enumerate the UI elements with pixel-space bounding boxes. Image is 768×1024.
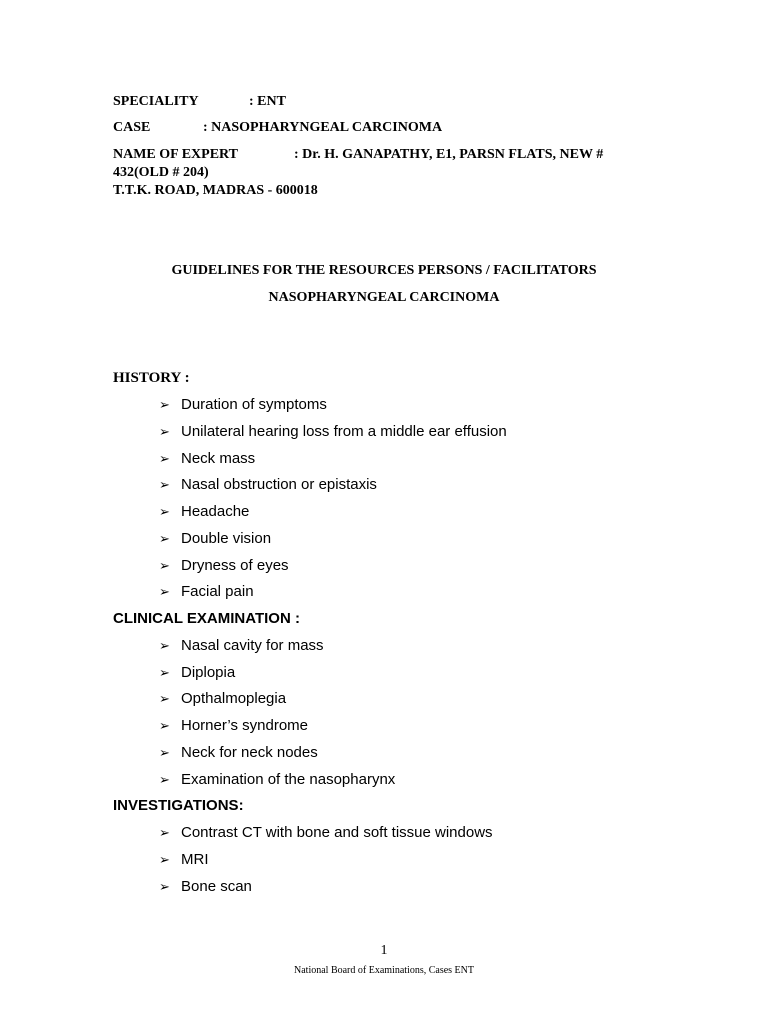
arrow-bullet-icon: ➢ [159,504,170,519]
list-item [159,717,308,734]
list-item-text: Contrast CT with bone and soft tissue windows [181,824,493,841]
list-item-text: Neck for neck nodes [181,744,318,761]
list-item [159,503,249,520]
list-item [159,476,377,493]
expert-address-line3: T.T.K. ROAD, MADRAS - 600018 [113,183,318,198]
arrow-bullet-icon: ➢ [159,558,170,573]
list-item [159,396,327,413]
list-item [159,690,286,707]
list-item [159,557,289,574]
clinical-examination-heading: CLINICAL EXAMINATION : [113,610,300,627]
document-title: GUIDELINES FOR THE RESOURCES PERSONS / FACILITATORS [171,263,597,278]
arrow-bullet-icon: ➢ [159,745,170,760]
arrow-bullet-icon: ➢ [159,451,170,466]
list-item-text: Double vision [181,530,272,547]
history-heading: HISTORY : [113,370,190,386]
arrow-bullet-icon: ➢ [159,531,170,546]
list-item [159,450,255,467]
list-item-text: Facial pain [181,583,254,600]
investigations-heading: INVESTIGATIONS: [113,797,244,814]
list-item-text: Examination of the nasopharynx [181,771,396,788]
list-item-text: Dryness of eyes [181,557,289,574]
list-item-text: MRI [181,851,209,868]
list-item [159,851,209,868]
arrow-bullet-icon: ➢ [159,879,170,894]
list-item-text: Bone scan [181,878,252,895]
list-item [159,744,318,761]
list-item [159,423,507,440]
list-item [159,664,235,681]
list-item-text: Nasal cavity for mass [181,637,324,654]
list-item [159,771,395,788]
list-item-text: Nasal obstruction or epistaxis [181,476,377,493]
expert-label: NAME OF EXPERT [113,147,238,162]
case-label: CASE [113,120,151,135]
list-item-text: Unilateral hearing loss from a middle ear effusion [181,423,507,440]
arrow-bullet-icon: ➢ [159,691,170,706]
arrow-bullet-icon: ➢ [159,397,170,412]
list-item [159,878,252,895]
speciality-label: SPECIALITY [113,94,199,109]
list-item-text: Opthalmoplegia [181,690,287,707]
list-item [159,824,493,841]
arrow-bullet-icon: ➢ [159,718,170,733]
list-item-text: Diplopia [181,664,236,681]
document-subtitle: NASOPHARYNGEAL CARCINOMA [268,290,500,305]
arrow-bullet-icon: ➢ [159,852,170,867]
speciality-value: : ENT [249,94,286,109]
list-item [159,583,254,600]
expert-value: : Dr. H. GANAPATHY, E1, PARSN FLATS, NEW # [294,147,604,162]
list-item-text: Horner’s syndrome [181,717,308,734]
arrow-bullet-icon: ➢ [159,665,170,680]
case-value: : NASOPHARYNGEAL CARCINOMA [203,120,443,135]
arrow-bullet-icon: ➢ [159,584,170,599]
page-number: 1 [380,943,388,958]
list-item-text: Neck mass [181,450,256,467]
list-item-text: Headache [181,503,250,520]
list-item [159,530,271,547]
list-item [159,637,324,654]
arrow-bullet-icon: ➢ [159,638,170,653]
footer-text: National Board of Examinations, Cases ENT [294,965,474,976]
arrow-bullet-icon: ➢ [159,477,170,492]
list-item-text: Duration of symptoms [181,396,327,413]
expert-address-line2: 432(OLD # 204) [113,165,209,180]
arrow-bullet-icon: ➢ [159,772,170,787]
arrow-bullet-icon: ➢ [159,424,170,439]
arrow-bullet-icon: ➢ [159,825,170,840]
